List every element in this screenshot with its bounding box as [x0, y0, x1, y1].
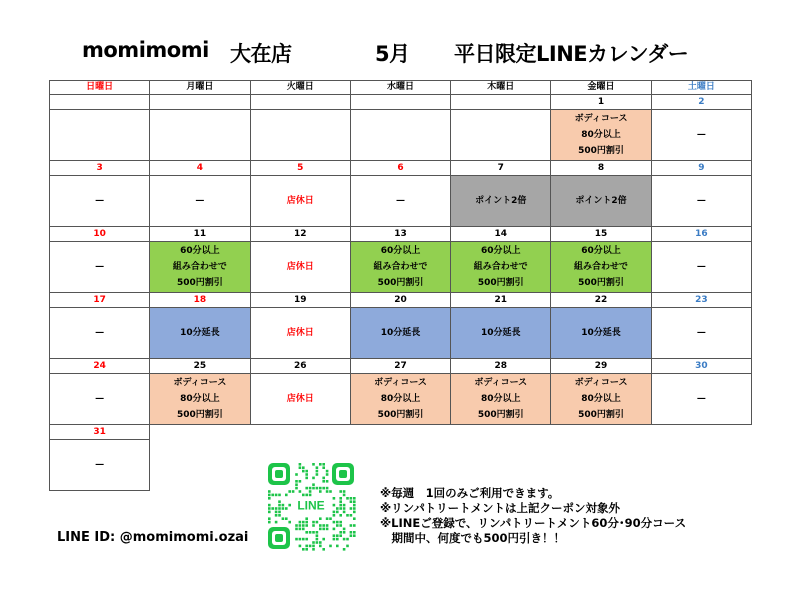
- promo-text: —: [95, 394, 105, 404]
- promo-text: 60分以上: [481, 246, 521, 256]
- date-cell: 31: [50, 425, 150, 440]
- date-cell: 11: [150, 227, 250, 242]
- date-cell: 4: [150, 161, 250, 176]
- promo-text: 500円割引: [477, 278, 524, 288]
- date-row: [50, 161, 752, 176]
- day-content-cell: [651, 110, 751, 161]
- promo-text: 500円割引: [177, 278, 223, 288]
- promo-text: —: [696, 262, 706, 272]
- promo-text: 組み合わせで: [172, 262, 227, 272]
- day-content-cell: [50, 110, 150, 161]
- date-cell: 6: [350, 161, 450, 176]
- date-cell: [350, 95, 450, 110]
- date-cell: 10: [50, 227, 150, 242]
- content-row: [50, 308, 752, 359]
- day-content-cell: [250, 308, 350, 359]
- svg-text:LINE: LINE: [297, 498, 325, 513]
- day-content-cell: [150, 308, 250, 359]
- date-cell: 12: [250, 227, 350, 242]
- promo-text: —: [95, 328, 105, 338]
- promo-text: —: [195, 196, 205, 206]
- day-content-cell: [50, 176, 150, 227]
- calendar-title: 平日限定LINEカレンダー: [454, 42, 689, 66]
- date-cell: 24: [50, 359, 150, 374]
- date-cell: [451, 95, 551, 110]
- empty-cell: [350, 440, 450, 491]
- branch-name: 大在店: [230, 42, 292, 66]
- empty-cell: [451, 440, 551, 491]
- note-line: ※リンパトリートメントは上記クーポン対象外: [380, 501, 621, 515]
- empty-cell: [451, 425, 551, 440]
- promo-text: 500円割引: [578, 146, 624, 156]
- date-cell: 28: [451, 359, 551, 374]
- day-content-cell: [350, 110, 450, 161]
- weekday-thursday: 木曜日: [451, 81, 551, 95]
- promo-text: ボディコース: [574, 378, 628, 388]
- date-cell: 8: [551, 161, 651, 176]
- date-cell: [50, 95, 150, 110]
- date-cell: 9: [651, 161, 751, 176]
- promo-text: 80分以上: [481, 394, 521, 404]
- promo-text: —: [696, 394, 706, 404]
- day-content-cell: [350, 374, 450, 425]
- promo-text: —: [95, 460, 105, 470]
- promo-text: 組み合わせで: [574, 262, 629, 272]
- promo-text: 10分延長: [180, 328, 220, 338]
- day-content-cell: [551, 374, 651, 425]
- weekday-sunday: 日曜日: [50, 81, 150, 95]
- day-content-cell: [451, 308, 551, 359]
- day-content-cell: [150, 374, 250, 425]
- day-content-cell: [551, 110, 651, 161]
- day-content-cell: [651, 176, 751, 227]
- closed-day-label: 店休日: [286, 328, 314, 338]
- promo-text: 500円割引: [578, 410, 624, 420]
- date-cell: 17: [50, 293, 150, 308]
- empty-cell: [250, 425, 350, 440]
- date-cell: [250, 95, 350, 110]
- promo-text: ボディコース: [574, 114, 628, 124]
- date-cell: 20: [350, 293, 450, 308]
- promo-text: 10分延長: [581, 328, 621, 338]
- date-row: [50, 425, 752, 440]
- day-content-cell: [150, 176, 250, 227]
- day-content-cell: [250, 176, 350, 227]
- line-qr-code[interactable]: [265, 460, 357, 552]
- page-title: [0, 38, 800, 68]
- date-cell: 26: [250, 359, 350, 374]
- content-row: [50, 242, 752, 293]
- date-cell: 30: [651, 359, 751, 374]
- promo-text: 80分以上: [180, 394, 220, 404]
- date-cell: 14: [451, 227, 551, 242]
- note-line: ※LINEご登録で、リンパトリートメント60分･90分コース: [380, 516, 687, 530]
- closed-day-label: 店休日: [286, 262, 314, 272]
- empty-cell: [150, 425, 250, 440]
- day-content-cell: [651, 242, 751, 293]
- promo-text: 60分以上: [180, 246, 220, 256]
- promo-text: 500円割引: [477, 410, 524, 420]
- promo-text: —: [696, 130, 706, 140]
- day-content-cell: [551, 176, 651, 227]
- day-content-cell: [250, 110, 350, 161]
- content-row: [50, 374, 752, 425]
- promo-text: 500円割引: [177, 410, 223, 420]
- date-cell: [150, 95, 250, 110]
- promo-text: ボディコース: [173, 378, 227, 388]
- promo-text: ボディコース: [474, 378, 528, 388]
- closed-day-label: 店休日: [286, 394, 314, 404]
- day-content-cell: [350, 242, 450, 293]
- month-label: 5月: [375, 42, 410, 66]
- weekday-header-row: [50, 81, 752, 95]
- date-row: [50, 359, 752, 374]
- day-content-cell: [651, 308, 751, 359]
- day-content-cell: [50, 440, 150, 491]
- day-content-cell: [250, 242, 350, 293]
- date-cell: 27: [350, 359, 450, 374]
- date-cell: 18: [150, 293, 250, 308]
- content-row: [50, 110, 752, 161]
- promo-text: 500円割引: [377, 410, 424, 420]
- promo-text: 10分延長: [380, 328, 421, 338]
- date-cell: 15: [551, 227, 651, 242]
- empty-cell: [651, 440, 751, 491]
- empty-cell: [651, 425, 751, 440]
- promo-text: —: [395, 196, 405, 206]
- day-content-cell: [350, 176, 450, 227]
- promo-text: —: [95, 262, 105, 272]
- date-cell: 5: [250, 161, 350, 176]
- promo-text: 組み合わせで: [373, 262, 428, 272]
- day-content-cell: [50, 308, 150, 359]
- closed-day-label: 店休日: [286, 196, 314, 206]
- date-cell: 1: [551, 95, 651, 110]
- empty-cell: [350, 425, 450, 440]
- day-content-cell: [150, 110, 250, 161]
- promo-text: —: [696, 196, 706, 206]
- date-cell: 3: [50, 161, 150, 176]
- line-id: LINE ID: @momimomi.ozai: [57, 530, 249, 545]
- date-row: [50, 293, 752, 308]
- date-row: [50, 95, 752, 110]
- note-line: 期間中、何度でも500円引き！！: [380, 531, 566, 545]
- promo-text: 500円割引: [377, 278, 424, 288]
- date-cell: 16: [651, 227, 751, 242]
- weekday-saturday: 土曜日: [651, 81, 751, 95]
- promo-text: 60分以上: [380, 246, 421, 256]
- promo-text: —: [95, 196, 105, 206]
- weekday-monday: 月曜日: [150, 81, 250, 95]
- date-cell: 21: [451, 293, 551, 308]
- day-content-cell: [50, 374, 150, 425]
- day-content-cell: [551, 308, 651, 359]
- day-content-cell: [451, 242, 551, 293]
- day-content-cell: [551, 242, 651, 293]
- day-content-cell: [451, 110, 551, 161]
- weekday-tuesday: 火曜日: [250, 81, 350, 95]
- day-content-cell: [451, 374, 551, 425]
- date-cell: 22: [551, 293, 651, 308]
- promo-text: 80分以上: [380, 394, 421, 404]
- shop-name: momimomi: [82, 38, 209, 62]
- date-cell: 7: [451, 161, 551, 176]
- date-row: [50, 227, 752, 242]
- empty-cell: [551, 425, 651, 440]
- calendar-table: [49, 80, 752, 491]
- empty-cell: [150, 440, 250, 491]
- promo-text: ポイント2倍: [475, 196, 527, 206]
- promo-text: 80分以上: [581, 394, 621, 404]
- day-content-cell: [150, 242, 250, 293]
- date-cell: 13: [350, 227, 450, 242]
- qr-code-icon: [265, 460, 357, 552]
- day-content-cell: [250, 374, 350, 425]
- day-content-cell: [350, 308, 450, 359]
- weekday-friday: 金曜日: [551, 81, 651, 95]
- promo-text: 500円割引: [578, 278, 624, 288]
- date-cell: 25: [150, 359, 250, 374]
- empty-cell: [551, 440, 651, 491]
- promo-text: 80分以上: [581, 130, 621, 140]
- date-cell: 29: [551, 359, 651, 374]
- date-cell: 2: [651, 95, 751, 110]
- promo-text: 10分延長: [481, 328, 521, 338]
- weekday-wednesday: 水曜日: [350, 81, 450, 95]
- date-cell: 19: [250, 293, 350, 308]
- content-row: [50, 176, 752, 227]
- promo-text: ボディコース: [374, 378, 427, 388]
- note-line: ※毎週 1回のみご利用できます。: [380, 486, 560, 500]
- promo-text: 60分以上: [581, 246, 621, 256]
- promo-text: 組み合わせで: [473, 262, 528, 272]
- notes: [380, 486, 686, 546]
- date-cell: 23: [651, 293, 751, 308]
- day-content-cell: [451, 176, 551, 227]
- content-row: [50, 440, 752, 491]
- day-content-cell: [50, 242, 150, 293]
- promo-text: ポイント2倍: [575, 196, 627, 206]
- day-content-cell: [651, 374, 751, 425]
- promo-text: —: [696, 328, 706, 338]
